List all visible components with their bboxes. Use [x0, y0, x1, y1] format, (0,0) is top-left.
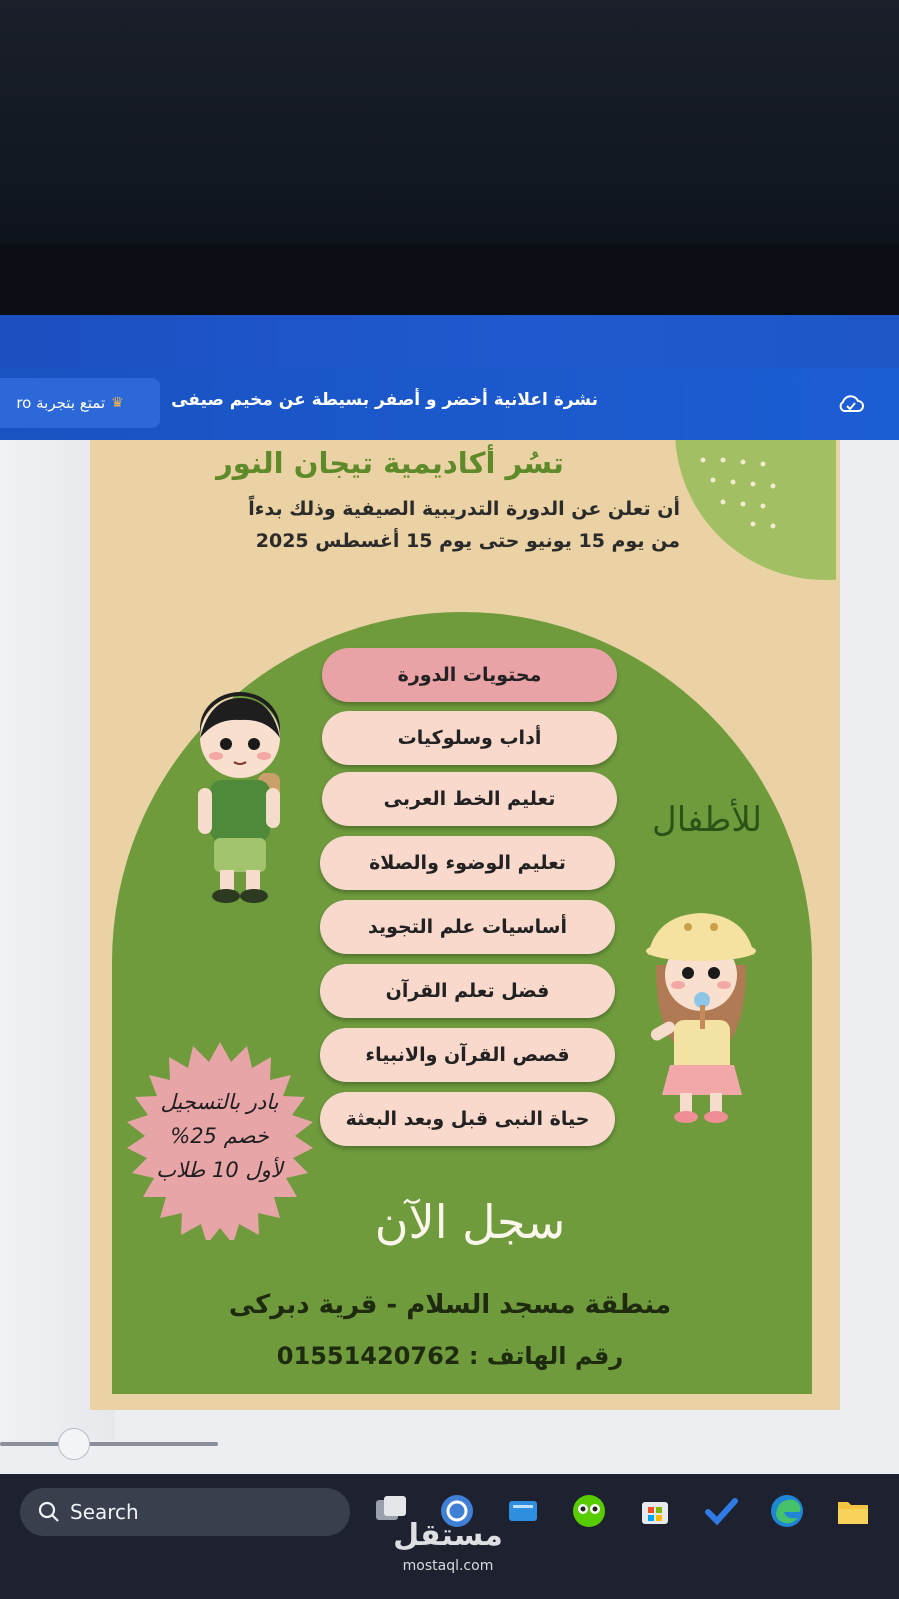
- mostaql-watermark-url: mostaql.com: [402, 1558, 494, 1574]
- pro-trial-label: تمتع بتجربة ro: [16, 394, 106, 412]
- cloud-check-icon[interactable]: [836, 392, 866, 416]
- todo-check-icon[interactable]: [702, 1492, 740, 1530]
- poster-subtitle-line1: أن تعلن عن الدورة التدريبية الصيفية وذلك بدءاً: [248, 498, 680, 520]
- course-contents-header: محتويات الدورة: [322, 648, 617, 702]
- course-item: تعليم الخط العربى: [322, 772, 617, 826]
- badge-line-3: لأول 10 طلاب: [156, 1158, 283, 1182]
- store-icon[interactable]: [636, 1492, 674, 1530]
- app-titlebar: [0, 315, 899, 370]
- badge-line-1: بادر بالتسجيل: [160, 1090, 279, 1114]
- register-now-heading: سجل الآن: [374, 1195, 566, 1249]
- course-item: فضل تعلم القرآن: [320, 964, 615, 1018]
- document-title[interactable]: نشرة اعلانية أخضر و أصفر بسيطة عن مخيم صيفى: [171, 390, 598, 410]
- girl-illustration: [636, 905, 766, 1130]
- app-icon-window[interactable]: [504, 1492, 542, 1530]
- taskbar-search[interactable]: [20, 1488, 350, 1536]
- poster-headline: تسُر أكاديمية تيجان النور: [216, 446, 564, 480]
- boy-illustration: [180, 688, 300, 918]
- search-label: Search: [70, 1500, 139, 1524]
- mostaql-watermark: مستقل: [393, 1518, 503, 1553]
- course-item: تعليم الوضوء والصلاة: [320, 836, 615, 890]
- phone-number: رقم الهاتف : 01551420762: [276, 1342, 624, 1370]
- file-explorer-icon[interactable]: [834, 1492, 872, 1530]
- duolingo-icon[interactable]: [570, 1492, 608, 1530]
- course-item: قصص القرآن والانبياء: [320, 1028, 615, 1082]
- monitor-bezel: [0, 0, 899, 245]
- poster-subtitle-line2: من يوم 15 يونيو حتى يوم 15 أغسطس 2025: [255, 530, 680, 552]
- zoom-slider-track[interactable]: [0, 1442, 218, 1446]
- discount-badge-text: [122, 1085, 317, 1187]
- course-item: أساسيات علم التجويد: [320, 900, 615, 954]
- location-address: منطقة مسجد السلام - قرية دبركى: [228, 1290, 672, 1320]
- badge-line-2: خصم 25%: [170, 1124, 269, 1148]
- edge-browser-icon[interactable]: [768, 1492, 806, 1530]
- monitor-frame-band: [0, 245, 899, 315]
- crown-icon: ♛: [111, 395, 124, 411]
- course-item: أداب وسلوكيات: [322, 711, 617, 765]
- course-item: حياة النبى قبل وبعد البعثة: [320, 1092, 615, 1146]
- for-kids-label: للأطفال: [652, 800, 762, 840]
- decorative-dots: [693, 450, 793, 540]
- search-icon: [38, 1501, 60, 1523]
- zoom-slider-thumb[interactable]: [58, 1428, 90, 1460]
- pro-trial-button[interactable]: [0, 378, 160, 428]
